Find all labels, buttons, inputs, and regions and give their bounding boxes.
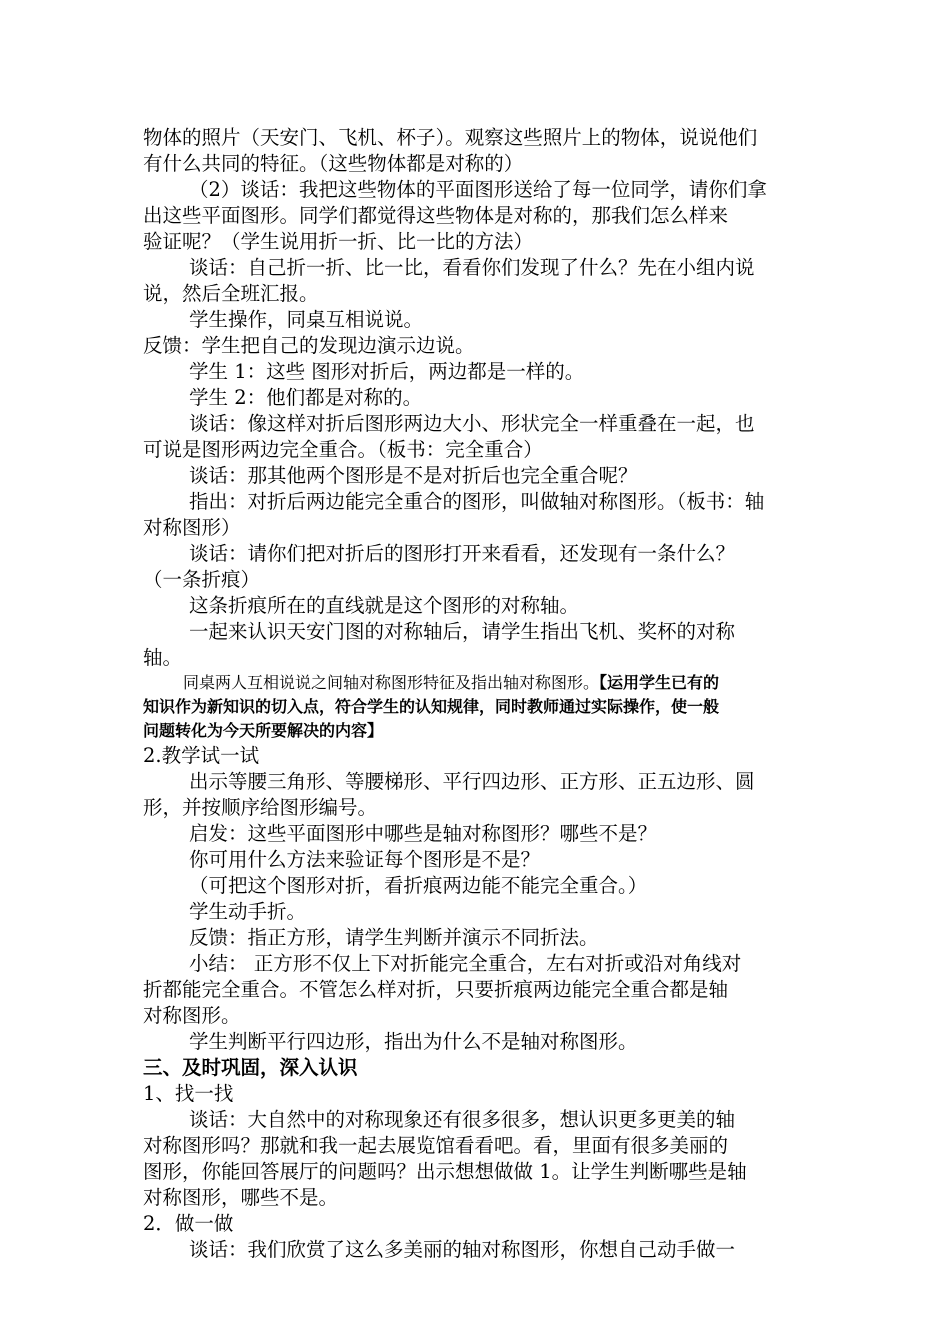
paragraph-line: 启发：这些平面图形中哪些是轴对称图形？哪些不是？ [189, 822, 658, 845]
paragraph-line: 谈话：自己折一折、比一比，看看你们发现了什么？先在小组内说 [189, 256, 755, 279]
subsection-title: 2．做一做 [143, 1212, 234, 1235]
teaching-note-text: 同桌两人互相说说之间轴对称图形特征及指出轴对称图形。 [183, 673, 600, 692]
paragraph-line: （2）谈话：我把这些物体的平面图形送给了每一位同学，请你们拿 [189, 178, 767, 201]
paragraph-line: 对称图形） [143, 516, 241, 539]
paragraph-line: 学生判断平行四边形，指出为什么不是轴对称图形。 [189, 1030, 638, 1053]
paragraph-line: 物体的照片（天安门、飞机、杯子）。观察这些照片上的物体，说说他们 [143, 126, 758, 149]
paragraph-line: 谈话：像这样对折后图形两边大小、形状完全一样重叠在一起，也 [189, 412, 755, 435]
subsection-title: 1、找一找 [143, 1082, 234, 1105]
paragraph-line: 可说是图形两边完全重合。（板书：完全重合） [143, 438, 543, 461]
paragraph-line: 轴。 [143, 646, 183, 669]
paragraph-line: 学生 2：他们都是对称的。 [189, 386, 423, 409]
paragraph-line: 谈话：我们欣赏了这么多美丽的轴对称图形，你想自己动手做一 [189, 1238, 736, 1261]
paragraph-line: 你可用什么方法来验证每个图形是不是？ [189, 848, 541, 871]
teaching-note-comment: 问题转化为今天所要解决的内容】 [143, 721, 384, 740]
paragraph-line: 对称图形，哪些不是。 [143, 1186, 339, 1209]
paragraph-line: 谈话：请你们把对折后的图形打开来看看，还发现有一条什么？ [189, 542, 736, 565]
paragraph-line: 学生动手折。 [189, 900, 307, 923]
teaching-note-comment: 知识作为新知识的切入点，符合学生的认知规律，同时教师通过实际操作，使一般 [143, 697, 720, 716]
paragraph-line: （可把这个图形对折，看折痕两边能不能完全重合。） [189, 874, 648, 897]
paragraph-line: 学生操作，同桌互相说说。 [189, 308, 424, 331]
paragraph-line: 学生 1：这些 图形对折后，两边都是一样的。 [189, 360, 585, 383]
paragraph-line: 验证呢？（学生说用折一折、比一比的方法） [143, 230, 534, 253]
paragraph-line: 一起来认识天安门图的对称轴后，请学生指出飞机、奖杯的对称 [189, 620, 736, 643]
paragraph-line: 形，并按顺序给图形编号。 [143, 796, 378, 819]
teaching-note-line [143, 671, 819, 695]
paragraph-line: 谈话：那其他两个图形是不是对折后也完全重合呢？ [189, 464, 638, 487]
paragraph-line: 反馈：学生把自己的发现边演示边说。 [143, 334, 475, 357]
paragraph-line: 对称图形吗？那就和我一起去展览馆看看吧。看，里面有很多美丽的 [143, 1134, 729, 1157]
paragraph-line: 图形，你能回答展厅的问题吗？出示想想做做 1。让学生判断哪些是轴 [143, 1160, 747, 1183]
subsection-title: 2.教学试一试 [143, 744, 260, 767]
paragraph-line: 出示等腰三角形、等腰梯形、平行四边形、正方形、正五边形、圆 [189, 770, 755, 793]
teaching-note-comment: 【运用学生已有的 [599, 673, 720, 692]
paragraph-line: 反馈：指正方形，请学生判断并演示不同折法。 [189, 926, 599, 949]
paragraph-line: 对称图形。 [143, 1004, 241, 1027]
paragraph-line: 有什么共同的特征。（这些物体都是对称的） [143, 152, 524, 175]
paragraph-line: 说，然后全班汇报。 [143, 282, 319, 305]
paragraph-line: 谈话：大自然中的对称现象还有很多很多，想认识更多更美的轴 [189, 1108, 736, 1131]
paragraph-line: 折都能完全重合。不管怎么样对折，只要折痕两边能完全重合都是轴 [143, 978, 729, 1001]
paragraph-line: （一条折痕） [143, 568, 261, 591]
section-heading: 三、及时巩固，深入认识 [143, 1056, 358, 1079]
paragraph-line: 出这些平面图形。同学们都觉得这些物体是对称的，那我们怎么样来 [143, 204, 729, 227]
paragraph-line: 小结： 正方形不仅上下对折能完全重合，左右对折或沿对角线对 [189, 952, 742, 975]
paragraph-line: 这条折痕所在的直线就是这个图形的对称轴。 [189, 594, 580, 617]
document-body [143, 125, 819, 1263]
paragraph-line: 指出：对折后两边能完全重合的图形，叫做轴对称图形。（板书：轴 [189, 490, 765, 513]
